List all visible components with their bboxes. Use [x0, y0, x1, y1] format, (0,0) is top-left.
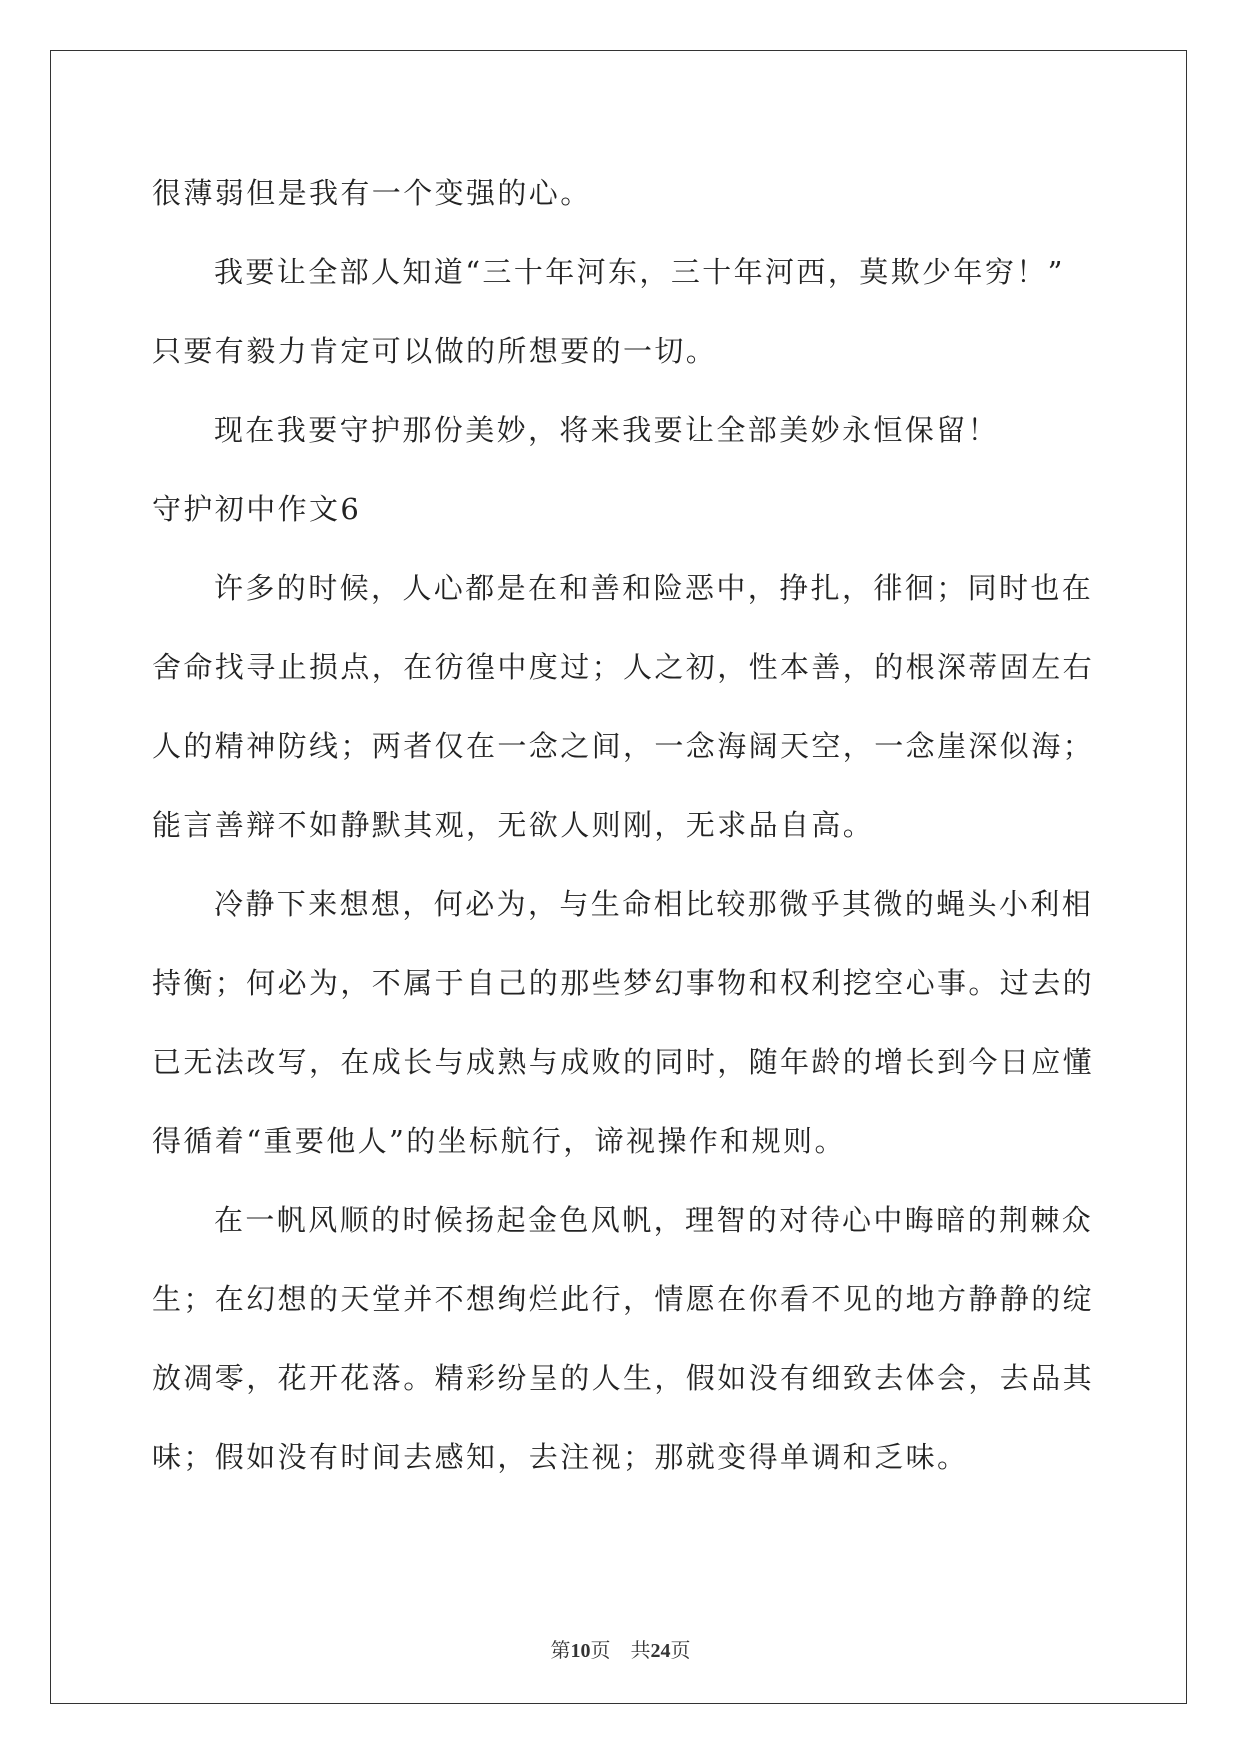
- total-label-suffix: 页: [670, 1640, 691, 1662]
- text-line: 我要让全部人知道“三十年河东，三十年河西，莫欺少年穷！”: [214, 255, 1065, 289]
- text-line: 只要有毅力肯定可以做的所想要的一切。: [152, 334, 718, 368]
- text-line: 已无法改写，在成长与成熟与成败的同时，随年龄的增长到今日应懂: [152, 1045, 1095, 1079]
- text-line: 舍命找寻止损点，在彷徨中度过；人之初，性本善，的根深蒂固左右: [152, 650, 1095, 684]
- text-line: 能言善辩不如静默其观，无欲人则刚，无求品自高。: [152, 808, 875, 842]
- text-line: 得循着“重要他人”的坐标航行，谛视操作和规则。: [152, 1124, 846, 1158]
- page-number: 10: [570, 1640, 591, 1662]
- text-line: 冷静下来想想，何必为，与生命相比较那微乎其微的蝇头小利相: [214, 887, 1094, 921]
- text-line: 在一帆风顺的时候扬起金色风帆，理智的对待心中晦暗的荆棘众: [214, 1203, 1094, 1237]
- total-pages: 24: [650, 1640, 671, 1662]
- document-body: [152, 154, 1095, 1497]
- text-line: 现在我要守护那份美妙，将来我要让全部美妙永恒保留！: [214, 413, 1000, 447]
- text-line: 许多的时候，人心都是在和善和险恶中，挣扎，徘徊；同时也在: [214, 571, 1094, 605]
- text-line: 很薄弱但是我有一个变强的心。: [152, 176, 592, 210]
- text-line: 人的精神防线；两者仅在一念之间，一念海阔天空，一念崖深似海；: [152, 729, 1095, 763]
- text-line: 放凋零，花开花落。精彩纷呈的人生，假如没有细致去体会，去品其: [152, 1361, 1095, 1395]
- text-line: 生；在幻想的天堂并不想绚烂此行，情愿在你看不见的地方静静的绽: [152, 1282, 1095, 1316]
- text-line: 持衡；何必为，不属于自己的那些梦幻事物和权利挖空心事。过去的: [152, 966, 1095, 1000]
- page-label-suffix: 页: [590, 1640, 611, 1662]
- page-footer: [0, 1634, 1241, 1663]
- text-line: 味；假如没有时间去感知，去注视；那就变得单调和乏味。: [152, 1440, 969, 1474]
- section-heading: 守护初中作文6: [152, 492, 362, 526]
- page-label-prefix: 第: [550, 1640, 571, 1662]
- total-label-prefix: 共: [630, 1640, 651, 1662]
